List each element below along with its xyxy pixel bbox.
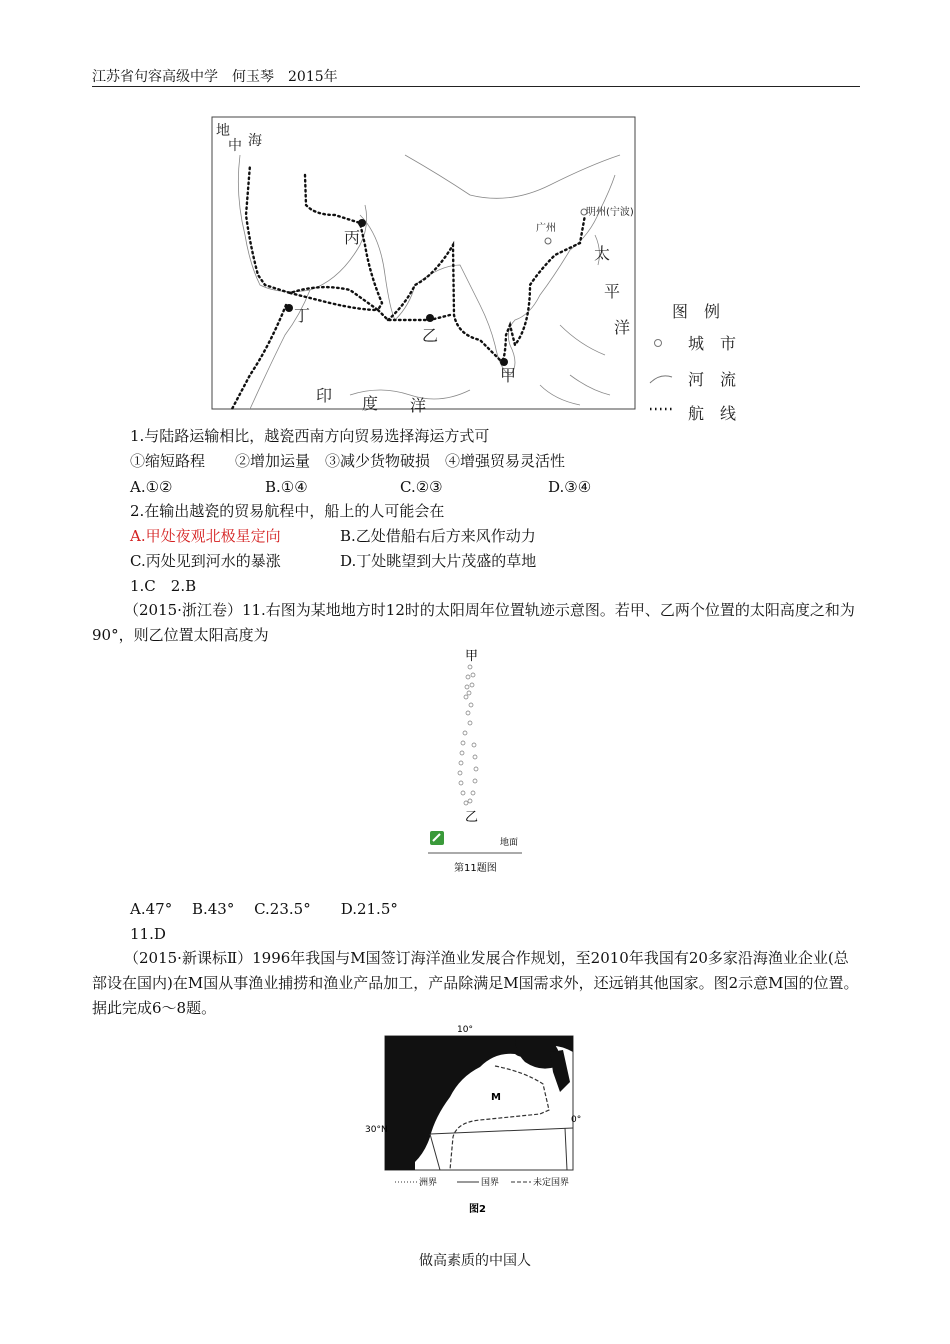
q2-option-b: B.乙处借船右后方来风作动力: [340, 527, 536, 545]
route-map: [210, 115, 750, 423]
label-guangzhou: 广州: [536, 223, 556, 234]
label-bing: 丙: [344, 228, 361, 247]
fig-label-yi: 乙: [465, 810, 479, 825]
q2-option-a: A.甲处夜观北极星定向: [130, 527, 281, 545]
page-footer: 做高素质的中国人: [419, 1253, 531, 1269]
label-yin: 印: [316, 386, 333, 405]
q11-stem: （2015·浙江卷）11.右图为某地地方时12时的太阳周年位置轨迹示意图。若甲、乙两个位置的太阳高度之和为90°，则乙位置太阳高度为: [92, 601, 855, 644]
q11-answer: 11.D: [130, 925, 166, 943]
country-m-map: [365, 1022, 593, 1222]
label-mingzhou: 明州(宁波): [586, 207, 634, 218]
map2-legend-border: 国界: [481, 1178, 500, 1188]
label-ding: 丁: [294, 306, 311, 325]
q2-options-ab: [130, 527, 536, 545]
legend-city: 城 市: [688, 334, 737, 353]
map2-legend-undef: 未定国界: [533, 1178, 570, 1188]
label-yi: 乙: [422, 326, 439, 345]
fig-label-jia: 甲: [465, 649, 479, 664]
map2-m: M: [491, 1092, 501, 1103]
q2-options-cd: [130, 552, 536, 570]
label-hai: 海: [248, 133, 262, 149]
q1-stem: 1.与陆路运输相比，越瓷西南方向贸易选择海运方式可: [130, 427, 490, 445]
city-ding: [285, 304, 293, 312]
label-yang2: 洋: [410, 396, 427, 415]
legend-river: 河 流: [688, 370, 737, 389]
map2-legend-continent: 洲界: [419, 1178, 438, 1188]
q1-option-d: D.③④: [548, 478, 592, 496]
label-zhong: 中: [228, 138, 242, 154]
map2-lon10: 10°: [457, 1025, 473, 1035]
q2-option-c: C.丙处见到河水的暴涨: [130, 552, 281, 570]
map2-lon0: 0°: [571, 1115, 582, 1125]
city-yi: [426, 314, 434, 322]
q1-items: ①缩短路程 ②增加运量 ③减少货物破损 ④增强贸易灵活性: [130, 452, 566, 470]
q1-option-b: B.①④: [265, 478, 308, 496]
q1-options: [130, 478, 591, 496]
answer-1-2: 1.C 2.B: [130, 577, 197, 595]
sun-path-figure: [420, 645, 530, 877]
legend-title: 图 例: [672, 302, 721, 321]
label-di: 地: [216, 123, 230, 139]
q1-option-a: A.①②: [130, 478, 173, 496]
map2-lat30: 30°N: [365, 1125, 388, 1135]
city-bing: [358, 219, 366, 227]
map2-caption: 图2: [469, 1204, 486, 1215]
fig-ground-label: 地面: [500, 838, 519, 848]
q2-stem: 2.在输出越瓷的贸易航程中，船上的人可能会在: [130, 502, 445, 520]
page-header: 江苏省句容高级中学 何玉琴 2015年: [92, 69, 338, 85]
label-yang: 洋: [614, 318, 631, 337]
city-jia: [500, 358, 508, 366]
label-tai: 太: [594, 244, 611, 263]
label-du: 度: [362, 394, 379, 413]
header-rule: [92, 86, 860, 87]
q2-option-d: D.丁处眺望到大片茂盛的草地: [340, 552, 537, 570]
fig-caption: 第11题图: [454, 863, 497, 874]
q11-options: A.47° B.43° C.23.5° D.21.5°: [130, 900, 398, 918]
label-ping: 平: [604, 282, 621, 301]
q1-option-c: C.②③: [400, 478, 443, 496]
label-jia: 甲: [500, 366, 517, 385]
q6-stem: （2015·新课标Ⅱ）1996年我国与M国签订海洋渔业发展合作规划，至2010年我国有20多家沿海渔业企业(总部设在国内)在M国从事渔业捕捞和渔业产品加工，产品除满足M国需求外，还远销其他国家。图2示意M国的位置。据此完成6～8题。: [92, 949, 859, 1017]
legend-route: 航 线: [688, 404, 737, 423]
